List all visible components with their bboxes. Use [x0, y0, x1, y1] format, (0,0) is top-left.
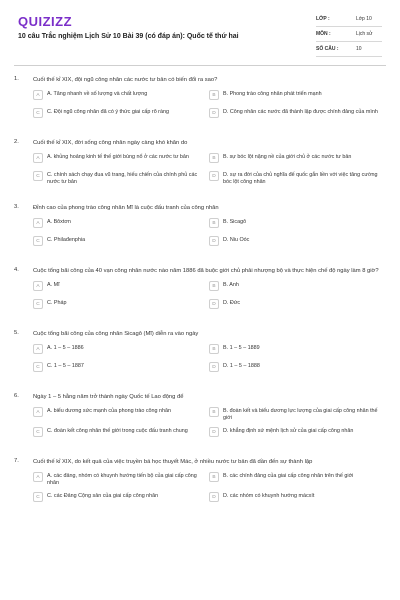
option-letter-box[interactable]: B — [209, 281, 219, 291]
option-letter-box[interactable]: B — [209, 218, 219, 228]
question-text: Cuối thế kỉ XIX, do kết quả của việc truyền bá học thuyết Mác, ở nhiều nước tư bản đã dần đến sự thành lập — [33, 459, 313, 465]
option-letter-box[interactable]: C — [33, 236, 43, 246]
option-letter-box[interactable]: D — [209, 299, 219, 309]
option-text: A. khủng hoảng kinh tế thế giới bùng nổ ở các nước tư bản — [47, 154, 189, 160]
question-5 — [14, 330, 386, 375]
meta-value: 10 — [356, 46, 362, 52]
option-text: A. 1 – 5 – 1886 — [47, 345, 84, 351]
answer-options — [33, 217, 386, 249]
question-7 — [14, 458, 386, 505]
question-number: 5. — [14, 330, 19, 336]
meta-label: MÔN : — [316, 31, 331, 37]
option-letter-box[interactable]: D — [209, 362, 219, 372]
meta-value: Lịch sử — [356, 31, 373, 37]
option-letter-box[interactable]: C — [33, 492, 43, 502]
answer-option-a[interactable] — [33, 89, 209, 103]
option-letter-box[interactable]: C — [33, 108, 43, 118]
answer-option-b[interactable] — [209, 89, 387, 103]
option-text: C. Philađenphia — [47, 237, 86, 243]
answer-option-c[interactable] — [33, 235, 209, 249]
answer-option-d[interactable] — [209, 426, 387, 440]
option-text: D. các nhóm có khuynh hướng mácxít — [223, 493, 315, 499]
option-text: B. Anh — [223, 282, 239, 288]
answer-option-a[interactable] — [33, 471, 209, 487]
answer-option-a[interactable] — [33, 217, 209, 231]
answer-option-b[interactable] — [209, 217, 387, 231]
question-6 — [14, 393, 386, 440]
answer-option-c[interactable] — [33, 426, 209, 440]
answer-option-d[interactable] — [209, 170, 387, 186]
question-number: 1. — [14, 76, 19, 82]
option-letter-box[interactable]: A — [33, 344, 43, 354]
option-text: C. Pháp — [47, 300, 67, 306]
answer-option-d[interactable] — [209, 491, 387, 505]
answer-option-c[interactable] — [33, 107, 209, 121]
answer-options — [33, 471, 386, 505]
question-text: Đỉnh cao của phong trào công nhân Mĩ là cuộc đấu tranh của công nhân — [33, 205, 219, 211]
meta-label: LỚP : — [316, 16, 330, 22]
option-letter-box[interactable]: A — [33, 407, 43, 417]
option-letter-box[interactable]: C — [33, 299, 43, 309]
question-number: 2. — [14, 139, 19, 145]
option-text: C. đoàn kết công nhân thế giới trong cuộc đấu tranh chung — [47, 428, 188, 434]
option-letter-box[interactable]: D — [209, 427, 219, 437]
meta-row-count — [316, 42, 382, 57]
option-letter-box[interactable]: A — [33, 153, 43, 163]
option-letter-box[interactable]: C — [33, 427, 43, 437]
question-text: Ngày 1 – 5 hằng năm trở thành ngày Quốc tế Lao động để — [33, 394, 184, 400]
option-text: A. Bôxtơn — [47, 219, 71, 225]
question-text: Cuộc tổng bãi công của công nhân Sicagô (Mĩ) diễn ra vào ngày — [33, 331, 199, 337]
option-letter-box[interactable]: D — [209, 171, 219, 181]
option-text: D. Niu Oóc — [223, 237, 250, 243]
option-letter-box[interactable]: D — [209, 236, 219, 246]
option-letter-box[interactable]: B — [209, 407, 219, 417]
question-number: 4. — [14, 267, 19, 273]
quizizz-logo: QUIZIZZ — [18, 14, 73, 29]
option-text: B. Phong trào công nhân phát triển mạnh — [223, 91, 322, 97]
question-number: 3. — [14, 204, 19, 210]
option-letter-box[interactable]: A — [33, 472, 43, 482]
answer-option-d[interactable] — [209, 107, 387, 121]
meta-label: SỐ CÂU : — [316, 46, 339, 52]
answer-option-b[interactable] — [209, 280, 387, 294]
option-letter-box[interactable]: C — [33, 362, 43, 372]
option-text: C. Đội ngũ công nhân đã có ý thức giai cấp rõ ràng — [47, 109, 169, 115]
question-text: Cuộc tổng bãi công của 40 vạn công nhân nước nào năm 1886 đã buộc giới chủ phải nhượng bộ và thực hiện chế độ ngày làm 8 giờ? — [33, 268, 379, 274]
answer-option-c[interactable] — [33, 298, 209, 312]
question-number: 6. — [14, 393, 19, 399]
question-1 — [14, 76, 386, 121]
question-text: Cuối thế kỉ XIX, đời sống công nhân ngày càng khó khăn do — [33, 140, 188, 146]
meta-value: Lớp 10 — [356, 16, 372, 22]
option-letter-box[interactable]: B — [209, 472, 219, 482]
answer-option-a[interactable] — [33, 406, 209, 422]
question-4 — [14, 267, 386, 312]
answer-options — [33, 280, 386, 312]
answer-option-a[interactable] — [33, 343, 209, 357]
option-text: A. các đảng, nhóm có khuynh hướng tiến bộ của giai cấp công nhân — [47, 473, 197, 486]
meta-row-class — [316, 12, 382, 27]
option-text: C. 1 – 5 – 1887 — [47, 363, 84, 369]
worksheet-meta — [316, 12, 382, 57]
meta-row-subject — [316, 27, 382, 42]
answer-option-b[interactable] — [209, 343, 387, 357]
option-letter-box[interactable]: B — [209, 153, 219, 163]
option-letter-box[interactable]: A — [33, 218, 43, 228]
option-text: B. Sicagô — [223, 219, 247, 225]
answer-option-d[interactable] — [209, 361, 387, 375]
option-letter-box[interactable]: D — [209, 108, 219, 118]
answer-options — [33, 406, 386, 440]
answer-option-b[interactable] — [209, 471, 387, 487]
option-text: C. các Đảng Cộng sản của giai cấp công nhân — [47, 493, 159, 499]
answer-options — [33, 152, 386, 186]
option-letter-box[interactable]: D — [209, 492, 219, 502]
question-2 — [14, 139, 386, 186]
option-text: D. Công nhân các nước đã thành lập được chính đảng của mình — [223, 109, 378, 115]
question-3 — [14, 204, 386, 249]
question-list — [14, 66, 386, 505]
option-text: B. đoàn kết và biểu dương lực lượng của giai cấp công nhân thế giới — [223, 408, 378, 421]
option-text: D. Đức — [223, 300, 241, 306]
answer-option-a[interactable] — [33, 280, 209, 294]
option-text: D. khẳng định sứ mệnh lịch sử của giai cấp công nhân — [223, 428, 354, 434]
option-letter-box[interactable]: A — [33, 281, 43, 291]
option-letter-box[interactable]: B — [209, 344, 219, 354]
question-text: Cuối thế kỉ XIX, đội ngũ công nhân các nước tư bản có biến đổi ra sao? — [33, 77, 218, 83]
option-text: B. các chính đảng của giai cấp công nhân trên thế giới — [223, 473, 354, 479]
option-text: D. 1 – 5 – 1888 — [223, 363, 260, 369]
answer-option-c[interactable] — [33, 170, 209, 186]
answer-option-b[interactable] — [209, 152, 387, 166]
answer-option-c[interactable] — [33, 361, 209, 375]
option-text: B. sự bóc lột nặng nề của giới chủ ở các nước tư bản — [223, 154, 352, 160]
question-number: 7. — [14, 458, 19, 464]
option-text: A. Tăng nhanh về số lượng và chất lượng — [47, 91, 148, 97]
answer-option-a[interactable] — [33, 152, 209, 166]
answer-option-d[interactable] — [209, 235, 387, 249]
answer-options — [33, 343, 386, 375]
option-text: C. chính sách chạy đua vũ trang, hiếu chiến của chính phủ các nước tư bản — [47, 172, 198, 185]
option-letter-box[interactable]: B — [209, 90, 219, 100]
option-text: B. 1 – 5 – 1889 — [223, 345, 260, 351]
option-text: A. Mĩ — [47, 282, 60, 288]
answer-options — [33, 89, 386, 121]
worksheet-header — [14, 0, 386, 66]
worksheet-title: 10 câu Trắc nghiệm Lịch Sử 10 Bài 39 (có đáp án): Quốc tế thứ hai — [18, 33, 239, 40]
answer-option-d[interactable] — [209, 298, 387, 312]
option-text: D. sự ra đời của chủ nghĩa đế quốc gắn liền với việc tăng cường bóc lột công nhân — [223, 172, 378, 185]
option-letter-box[interactable]: C — [33, 171, 43, 181]
answer-option-b[interactable] — [209, 406, 387, 422]
answer-option-c[interactable] — [33, 491, 209, 505]
option-letter-box[interactable]: A — [33, 90, 43, 100]
option-text: A. biểu dương sức mạnh của phong trào công nhân — [47, 408, 172, 414]
